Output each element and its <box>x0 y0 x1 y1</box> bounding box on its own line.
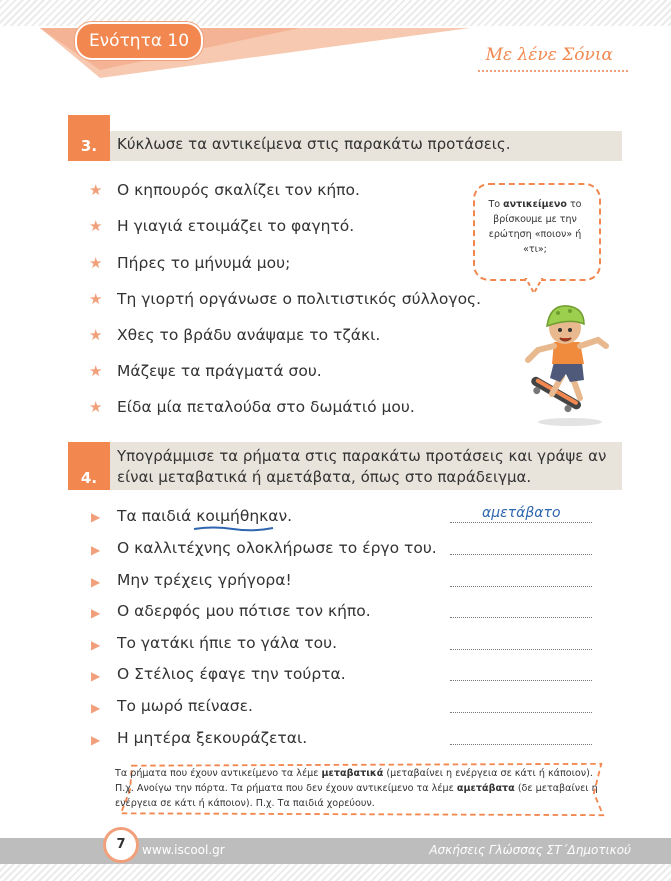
list-item: Ο κηπουρός σκαλίζει τον κήπο. <box>117 181 360 199</box>
star-icon: ★ <box>89 326 103 344</box>
triangle-bullet-icon: ▶ <box>91 510 101 524</box>
star-icon: ★ <box>89 254 103 272</box>
unit-badge: Ενότητα 10 <box>75 22 203 60</box>
list-item: Πήρες το μήνυμά μου; <box>117 254 291 272</box>
triangle-bullet-icon: ▶ <box>91 638 101 652</box>
bubble-text: Το αντικείμενο το βρίσκουμε με την ερώτηση «ποιον» ή «τι»; <box>488 199 582 255</box>
list-item: Μην τρέχεις γρήγορα! <box>117 571 292 589</box>
star-icon: ★ <box>89 217 103 235</box>
exercise3-instruction: Κύκλωσε τα αντικείμενα στις παρακάτω προτάσεις. <box>117 135 511 153</box>
example-answer: αμετάβατο <box>482 505 561 521</box>
footer-book-title: Ασκήσεις Γλώσσας ΣΤ΄Δημοτικού <box>429 843 631 857</box>
star-icon: ★ <box>89 290 103 308</box>
answer-line <box>450 522 592 523</box>
list-item: Τη γιορτή οργάνωσε ο πολιτιστικός σύλλογος. <box>117 290 482 308</box>
example-sentence: Τα παιδιά κοιμήθηκαν. <box>117 507 293 525</box>
exercise3-number: 3. <box>68 115 110 161</box>
list-item: Ο καλλιτέχνης ολοκλήρωσε το έργο του. <box>117 539 437 557</box>
footer-website: www.iscool.gr <box>142 843 225 857</box>
triangle-bullet-icon: ▶ <box>91 701 101 715</box>
triangle-bullet-icon: ▶ <box>91 733 101 747</box>
exercise4-instruction-line2: είναι μεταβατικά ή αμετάβατα, όπως στο παράδειγμα. <box>117 468 532 486</box>
verb-underline <box>193 524 275 534</box>
answer-line[interactable] <box>450 649 592 650</box>
exercise4-instruction-line1: Υπογράμμισε τα ρήματα στις παρακάτω προτάσεις και γράψε αν <box>117 447 607 465</box>
list-item: Χθες το βράδυ ανάψαμε το τζάκι. <box>117 326 381 344</box>
star-icon: ★ <box>89 181 103 199</box>
star-icon: ★ <box>89 362 103 380</box>
note-text: Τα ρήματα που έχουν αντικείμενο τα λέμε μεταβατικά (μεταβαίνει η ενέργεια σε κάτι ή κάποιον). Π.χ. Ανοίγω την πόρτα. Τα ρήματα που δεν έχουν αντικείμενο τα λέμε αμετάβατα (δε μεταβαίνει η ενέργεια σε κάτι ή κάποιον). Π.χ. Τα παιδιά χορεύουν. <box>115 768 598 809</box>
exercise4-number: 4. <box>68 442 110 490</box>
list-item: Μάζεψε τα πράγματά σου. <box>117 362 322 380</box>
answer-line[interactable] <box>450 617 592 618</box>
answer-line[interactable] <box>450 554 592 555</box>
title-underline <box>478 70 628 72</box>
triangle-bullet-icon: ▶ <box>91 543 101 557</box>
star-icon: ★ <box>89 398 103 416</box>
list-item: Το γατάκι ήπιε το γάλα του. <box>117 634 337 652</box>
answer-line[interactable] <box>450 712 592 713</box>
list-item: Ο αδερφός μου πότισε τον κήπο. <box>117 602 371 620</box>
list-item: Είδα μία πεταλούδα στο δωμάτιό μου. <box>117 398 415 416</box>
underlined-verb: κοιμήθηκαν <box>196 507 288 525</box>
bubble-tail <box>522 275 552 295</box>
answer-line[interactable] <box>450 744 592 745</box>
skateboard-kid-illustration <box>510 298 620 428</box>
page-number: 7 <box>103 827 139 863</box>
lesson-title: Με λένε Σόνια <box>485 45 613 65</box>
list-item: Η μητέρα ξεκουράζεται. <box>117 729 308 747</box>
triangle-bullet-icon: ▶ <box>91 669 101 683</box>
answer-line[interactable] <box>450 680 592 681</box>
triangle-bullet-icon: ▶ <box>91 575 101 589</box>
answer-line[interactable] <box>450 586 592 587</box>
triangle-bullet-icon: ▶ <box>91 606 101 620</box>
list-item: Ο Στέλιος έφαγε την τούρτα. <box>117 665 346 683</box>
list-item: Το μωρό πείνασε. <box>117 697 253 715</box>
list-item: Η γιαγιά ετοιμάζει το φαγητό. <box>117 217 355 235</box>
